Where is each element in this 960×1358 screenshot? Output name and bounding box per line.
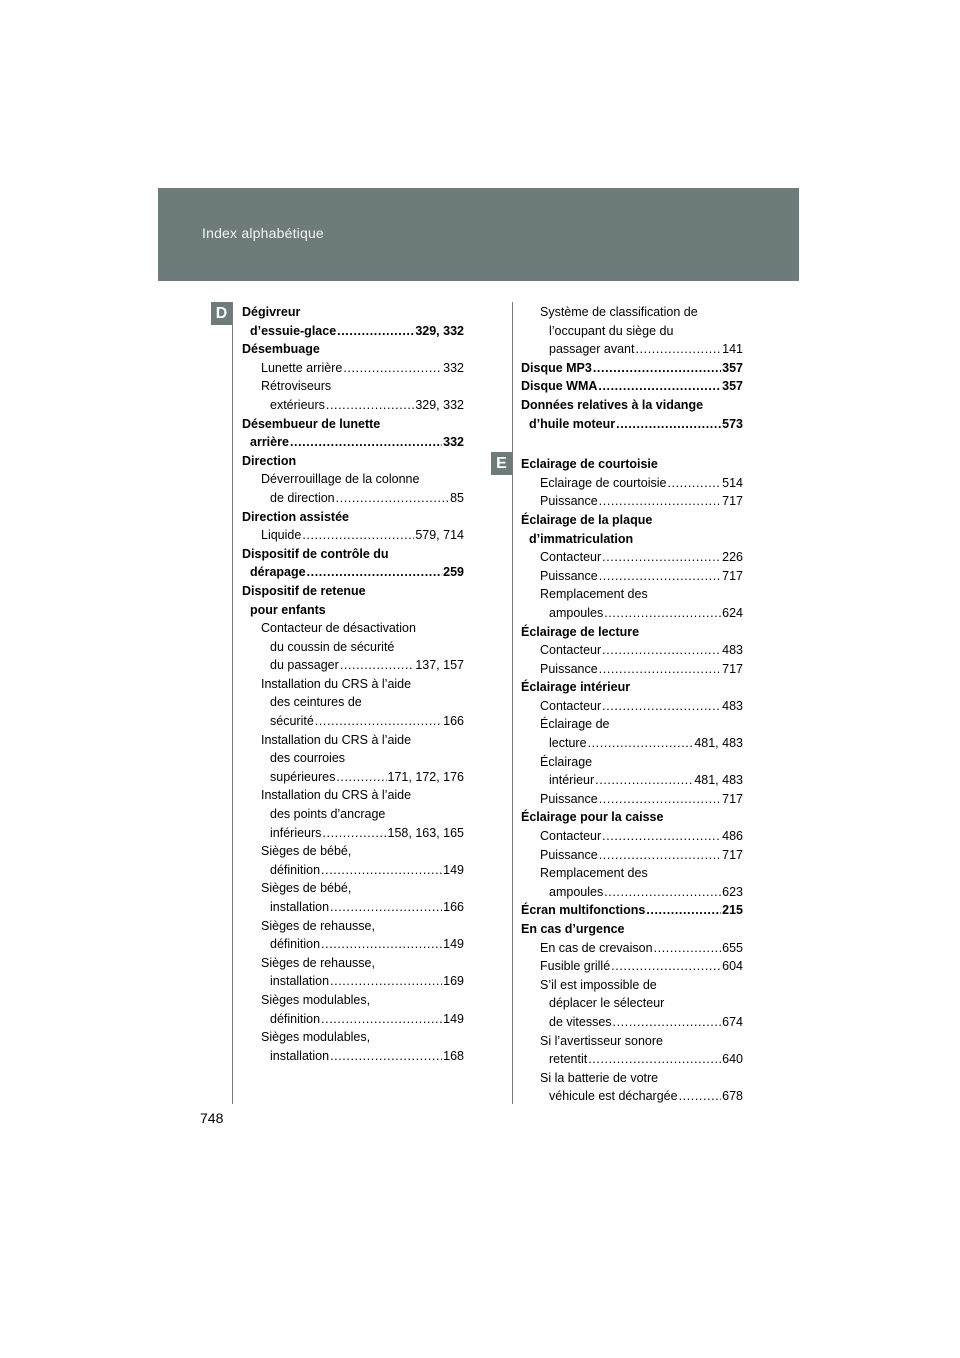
- index-entry: [521, 359, 743, 378]
- page-reference: 717: [722, 494, 743, 509]
- entry-label: installation: [270, 1048, 330, 1063]
- dot-leader: [322, 824, 386, 843]
- dot-leader: [343, 359, 442, 378]
- index-entry: [242, 712, 464, 731]
- dot-leader: [321, 935, 442, 954]
- dot-leader: [588, 734, 694, 753]
- index-entry: [242, 861, 464, 880]
- index-entry: [242, 508, 464, 527]
- dot-leader: [302, 526, 414, 545]
- entry-label: Puissance: [540, 661, 598, 676]
- index-entry: [242, 972, 464, 991]
- index-entry: [521, 715, 743, 734]
- dot-leader: [330, 1047, 442, 1066]
- index-entry: [521, 1013, 743, 1032]
- entry-label: Disque WMA: [521, 379, 598, 394]
- index-entry: [521, 415, 743, 434]
- page-reference: 166: [443, 714, 464, 729]
- index-entry: [521, 846, 743, 865]
- entry-label: Éclairage: [540, 754, 593, 769]
- entry-label: des courroies: [270, 751, 346, 766]
- dot-leader: [599, 790, 721, 809]
- entry-label: Désembueur de lunette: [242, 416, 381, 431]
- entry-label: Données relatives à la vidange: [521, 397, 704, 412]
- page-number: 748: [200, 1110, 224, 1126]
- index-entry: [521, 511, 743, 530]
- entry-label: Direction: [242, 453, 297, 468]
- page-reference: 717: [722, 791, 743, 806]
- entry-label: Écran multifonctions: [521, 903, 646, 918]
- dot-leader: [588, 1050, 721, 1069]
- index-entry: [521, 1069, 743, 1088]
- dot-leader: [602, 697, 721, 716]
- index-entry: [242, 563, 464, 582]
- entry-label: intérieur: [549, 773, 595, 788]
- page-reference: 259: [443, 565, 464, 580]
- letter-tab-d: D: [211, 302, 232, 325]
- entry-label: En cas d’urgence: [521, 922, 625, 936]
- entry-label: ampoules: [549, 884, 604, 899]
- entry-label: lecture: [549, 736, 587, 751]
- entry-label: Contacteur: [540, 829, 602, 844]
- entry-label: supérieures: [270, 769, 336, 784]
- page-reference: 149: [443, 862, 464, 877]
- page-reference: 514: [722, 475, 743, 490]
- page-reference: 579, 714: [415, 528, 464, 543]
- entry-label: Sièges modulables,: [261, 992, 371, 1007]
- page-reference: 357: [722, 360, 743, 375]
- index-entry: [521, 641, 743, 660]
- entry-label: Contacteur: [540, 550, 602, 565]
- entry-label: pour enfants: [250, 602, 326, 617]
- entry-label: Éclairage pour la caisse: [521, 810, 664, 825]
- index-entry: [521, 377, 743, 396]
- page-reference: 85: [450, 490, 464, 505]
- page-reference: 678: [722, 1089, 743, 1104]
- entry-label: d’essuie-glace: [250, 323, 337, 338]
- page-reference: 329, 332: [415, 323, 464, 338]
- entry-label: Puissance: [540, 791, 598, 806]
- index-entry: [242, 768, 464, 787]
- entry-label: Contacteur: [540, 643, 602, 658]
- page-reference: 149: [443, 1011, 464, 1026]
- entry-label: Installation du CRS à l’aide: [261, 732, 412, 747]
- entry-label: Si la batterie de votre: [540, 1070, 659, 1085]
- index-entry: [242, 842, 464, 861]
- entry-label: de direction: [270, 490, 335, 505]
- page-reference: 332: [443, 435, 464, 450]
- page-reference: 169: [443, 974, 464, 989]
- entry-label: Rétroviseurs: [261, 379, 332, 394]
- entry-label: Dispositif de retenue: [242, 583, 366, 598]
- entry-label: Sièges de rehausse,: [261, 955, 375, 970]
- entry-label: passager avant: [549, 342, 635, 357]
- index-entry: [521, 1050, 743, 1069]
- letter-tab-e: E: [491, 452, 512, 475]
- dot-leader: [604, 604, 721, 623]
- dot-leader: [307, 563, 443, 582]
- dot-leader: [602, 827, 721, 846]
- index-entry: [521, 1032, 743, 1051]
- index-entry: [521, 920, 743, 939]
- page-reference: 623: [722, 884, 743, 899]
- entry-label: sécurité: [270, 714, 314, 729]
- entry-label: Système de classification de: [540, 305, 698, 319]
- index-entry: [242, 452, 464, 471]
- index-entry: [521, 623, 743, 642]
- index-entry: [521, 976, 743, 995]
- dot-leader: [337, 322, 414, 341]
- dot-leader: [611, 957, 721, 976]
- page-reference: 486: [722, 829, 743, 844]
- page-reference: 226: [722, 550, 743, 565]
- page-reference: 674: [722, 1014, 743, 1029]
- dot-leader: [679, 1087, 722, 1106]
- page-reference: 655: [722, 940, 743, 955]
- section-title: Index alphabétique: [202, 225, 324, 241]
- column-rule-left: [232, 302, 233, 1104]
- index-entry: [521, 340, 743, 359]
- index-entry: [242, 433, 464, 452]
- index-entry: [521, 939, 743, 958]
- entry-label: retentit: [549, 1052, 588, 1067]
- index-entry: [521, 530, 743, 549]
- index-entry: [242, 898, 464, 917]
- index-entry: [521, 396, 743, 415]
- entry-label: Éclairage de: [540, 717, 610, 732]
- entry-label: l’occupant du siège du: [549, 323, 674, 338]
- page-reference: 624: [722, 605, 743, 620]
- dot-leader: [593, 359, 721, 378]
- entry-label: Fusible grillé: [540, 959, 611, 974]
- index-entry: [521, 697, 743, 716]
- entry-label: Déverrouillage de la colonne: [261, 472, 420, 487]
- index-entry: [521, 771, 743, 790]
- page-reference: 171, 172, 176: [387, 769, 464, 784]
- page-reference: 573: [722, 416, 743, 431]
- entry-label: Eclairage de courtoisie: [521, 457, 658, 472]
- page-reference: 158, 163, 165: [387, 825, 464, 840]
- index-entry: [521, 322, 743, 341]
- index-entry: [242, 954, 464, 973]
- entry-label: Direction assistée: [242, 509, 349, 524]
- index-entry: [242, 359, 464, 378]
- index-entry: [242, 731, 464, 750]
- index-column-right: [521, 303, 743, 1106]
- index-entry: [521, 808, 743, 827]
- entry-label: définition: [270, 1011, 321, 1026]
- index-entry: [521, 492, 743, 511]
- page-reference: 481, 483: [694, 773, 743, 788]
- entry-label: d’huile moteur: [529, 416, 616, 431]
- letter-section-gap: [521, 433, 743, 455]
- entry-label: Sièges de rehausse,: [261, 918, 375, 933]
- index-entry: [521, 957, 743, 976]
- dot-leader: [326, 396, 414, 415]
- entry-label: Sièges de bébé,: [261, 881, 352, 896]
- index-entry: [242, 656, 464, 675]
- dot-leader: [595, 771, 693, 790]
- dot-leader: [599, 492, 721, 511]
- entry-label: extérieurs: [270, 397, 325, 412]
- page-reference: 481, 483: [694, 736, 743, 751]
- entry-label: définition: [270, 937, 321, 952]
- index-entry: [242, 786, 464, 805]
- index-entry: [242, 805, 464, 824]
- index-entry: [242, 545, 464, 564]
- dot-leader: [613, 1013, 722, 1032]
- index-entry: [242, 601, 464, 620]
- index-entry: [242, 489, 464, 508]
- entry-label: des points d’ancrage: [270, 807, 386, 822]
- index-entry: [521, 994, 743, 1013]
- page-reference: 717: [722, 568, 743, 583]
- dot-leader: [321, 861, 442, 880]
- page-reference: 149: [443, 937, 464, 952]
- section-header-band: [158, 188, 799, 281]
- entry-label: Éclairage intérieur: [521, 680, 631, 695]
- index-entry: [242, 470, 464, 489]
- page-reference: 483: [722, 643, 743, 658]
- entry-label: En cas de crevaison: [540, 940, 653, 955]
- index-entry: [242, 303, 464, 322]
- page-reference: 717: [722, 661, 743, 676]
- index-entry: [521, 678, 743, 697]
- index-entry: [242, 824, 464, 843]
- index-entry: [242, 377, 464, 396]
- index-entry: [521, 585, 743, 604]
- index-entry: [521, 883, 743, 902]
- entry-label: définition: [270, 862, 321, 877]
- index-entry: [242, 879, 464, 898]
- index-entry: [242, 991, 464, 1010]
- index-entry: [521, 827, 743, 846]
- dot-leader: [616, 415, 721, 434]
- index-entry: [521, 901, 743, 920]
- entry-label: Contacteur: [540, 698, 602, 713]
- entry-label: ampoules: [549, 605, 604, 620]
- index-entry: [521, 660, 743, 679]
- entry-label: Eclairage de courtoisie: [540, 475, 667, 490]
- dot-leader: [599, 567, 721, 586]
- dot-leader: [654, 939, 722, 958]
- index-entry: [242, 1010, 464, 1029]
- dot-leader: [602, 641, 721, 660]
- column-rule-right: [512, 302, 513, 1104]
- index-entry: [242, 322, 464, 341]
- index-entry: [521, 455, 743, 474]
- page-reference: 604: [722, 959, 743, 974]
- index-entry: [242, 638, 464, 657]
- index-entry: [521, 1087, 743, 1106]
- page-reference: 640: [722, 1052, 743, 1067]
- entry-label: Disque MP3: [521, 360, 592, 375]
- index-entry: [242, 1028, 464, 1047]
- entry-label: Contacteur de désactivation: [261, 621, 416, 636]
- entry-label: installation: [270, 974, 330, 989]
- entry-label: Puissance: [540, 568, 598, 583]
- entry-label: arrière: [250, 435, 289, 450]
- index-column-left: [242, 303, 464, 1065]
- index-entry: [242, 415, 464, 434]
- index-entry: [521, 474, 743, 493]
- entry-label: Éclairage de la plaque: [521, 512, 653, 527]
- index-entry: [242, 675, 464, 694]
- entry-label: du coussin de sécurité: [270, 639, 395, 654]
- entry-label: inférieurs: [270, 825, 322, 840]
- page-reference: 332: [443, 360, 464, 375]
- entry-label: Installation du CRS à l’aide: [261, 788, 412, 803]
- page-reference: 215: [722, 903, 743, 918]
- page-reference: 166: [443, 900, 464, 914]
- page-reference: 141: [722, 342, 743, 357]
- index-entry: [521, 548, 743, 567]
- index-entry: [242, 619, 464, 638]
- index-entry: [242, 526, 464, 545]
- entry-label: Remplacement des: [540, 866, 648, 881]
- entry-label: installation: [270, 900, 330, 914]
- dot-leader: [635, 340, 721, 359]
- entry-label: de vitesses: [549, 1014, 612, 1029]
- page-reference: 483: [722, 698, 743, 713]
- page-reference: 168: [443, 1048, 464, 1063]
- dot-leader: [599, 846, 721, 865]
- entry-label: Si l’avertisseur sonore: [540, 1033, 663, 1048]
- dot-leader: [599, 660, 721, 679]
- dot-leader: [336, 489, 449, 508]
- entry-label: Remplacement des: [540, 587, 648, 602]
- dot-leader: [315, 712, 442, 731]
- index-entry: [521, 567, 743, 586]
- page-reference: 357: [722, 379, 743, 394]
- dot-leader: [330, 898, 442, 917]
- dot-leader: [321, 1010, 442, 1029]
- index-entry: [521, 604, 743, 623]
- dot-leader: [667, 474, 721, 493]
- entry-label: dérapage: [250, 565, 306, 580]
- entry-label: Liquide: [261, 528, 302, 543]
- dot-leader: [604, 883, 721, 902]
- dot-leader: [330, 972, 442, 991]
- dot-leader: [646, 901, 721, 920]
- dot-leader: [336, 768, 386, 787]
- entry-label: véhicule est déchargée: [549, 1089, 678, 1104]
- entry-label: Puissance: [540, 494, 598, 509]
- index-entry: [242, 917, 464, 936]
- entry-label: Sièges de bébé,: [261, 844, 352, 859]
- entry-label: Désembuage: [242, 342, 320, 357]
- index-entry: [242, 396, 464, 415]
- entry-label: Installation du CRS à l’aide: [261, 676, 412, 691]
- page-reference: 329, 332: [415, 397, 464, 412]
- entry-label: Dégivreur: [242, 305, 301, 319]
- index-entry: [521, 753, 743, 772]
- entry-label: Dispositif de contrôle du: [242, 546, 389, 561]
- entry-label: Éclairage de lecture: [521, 624, 640, 639]
- entry-label: d’immatriculation: [529, 531, 634, 546]
- entry-label: déplacer le sélecteur: [549, 996, 665, 1011]
- index-entry: [242, 749, 464, 768]
- index-entry: [242, 693, 464, 712]
- dot-leader: [602, 548, 721, 567]
- entry-label: du passager: [270, 658, 339, 673]
- index-entry: [521, 790, 743, 809]
- entry-label: des ceintures de: [270, 695, 362, 710]
- index-entry: [521, 734, 743, 753]
- dot-leader: [340, 656, 415, 675]
- dot-leader: [598, 377, 721, 396]
- entry-label: Sièges modulables,: [261, 1030, 371, 1045]
- entry-label: S’il est impossible de: [540, 977, 657, 992]
- entry-label: Puissance: [540, 847, 598, 862]
- index-entry: [521, 864, 743, 883]
- dot-leader: [290, 433, 442, 452]
- index-entry: [242, 582, 464, 601]
- page-reference: 137, 157: [415, 658, 464, 673]
- index-entry: [242, 935, 464, 954]
- index-entry: [521, 303, 743, 322]
- index-entry: [242, 1047, 464, 1066]
- entry-label: Lunette arrière: [261, 360, 343, 375]
- page-reference: 717: [722, 847, 743, 862]
- index-entry: [242, 340, 464, 359]
